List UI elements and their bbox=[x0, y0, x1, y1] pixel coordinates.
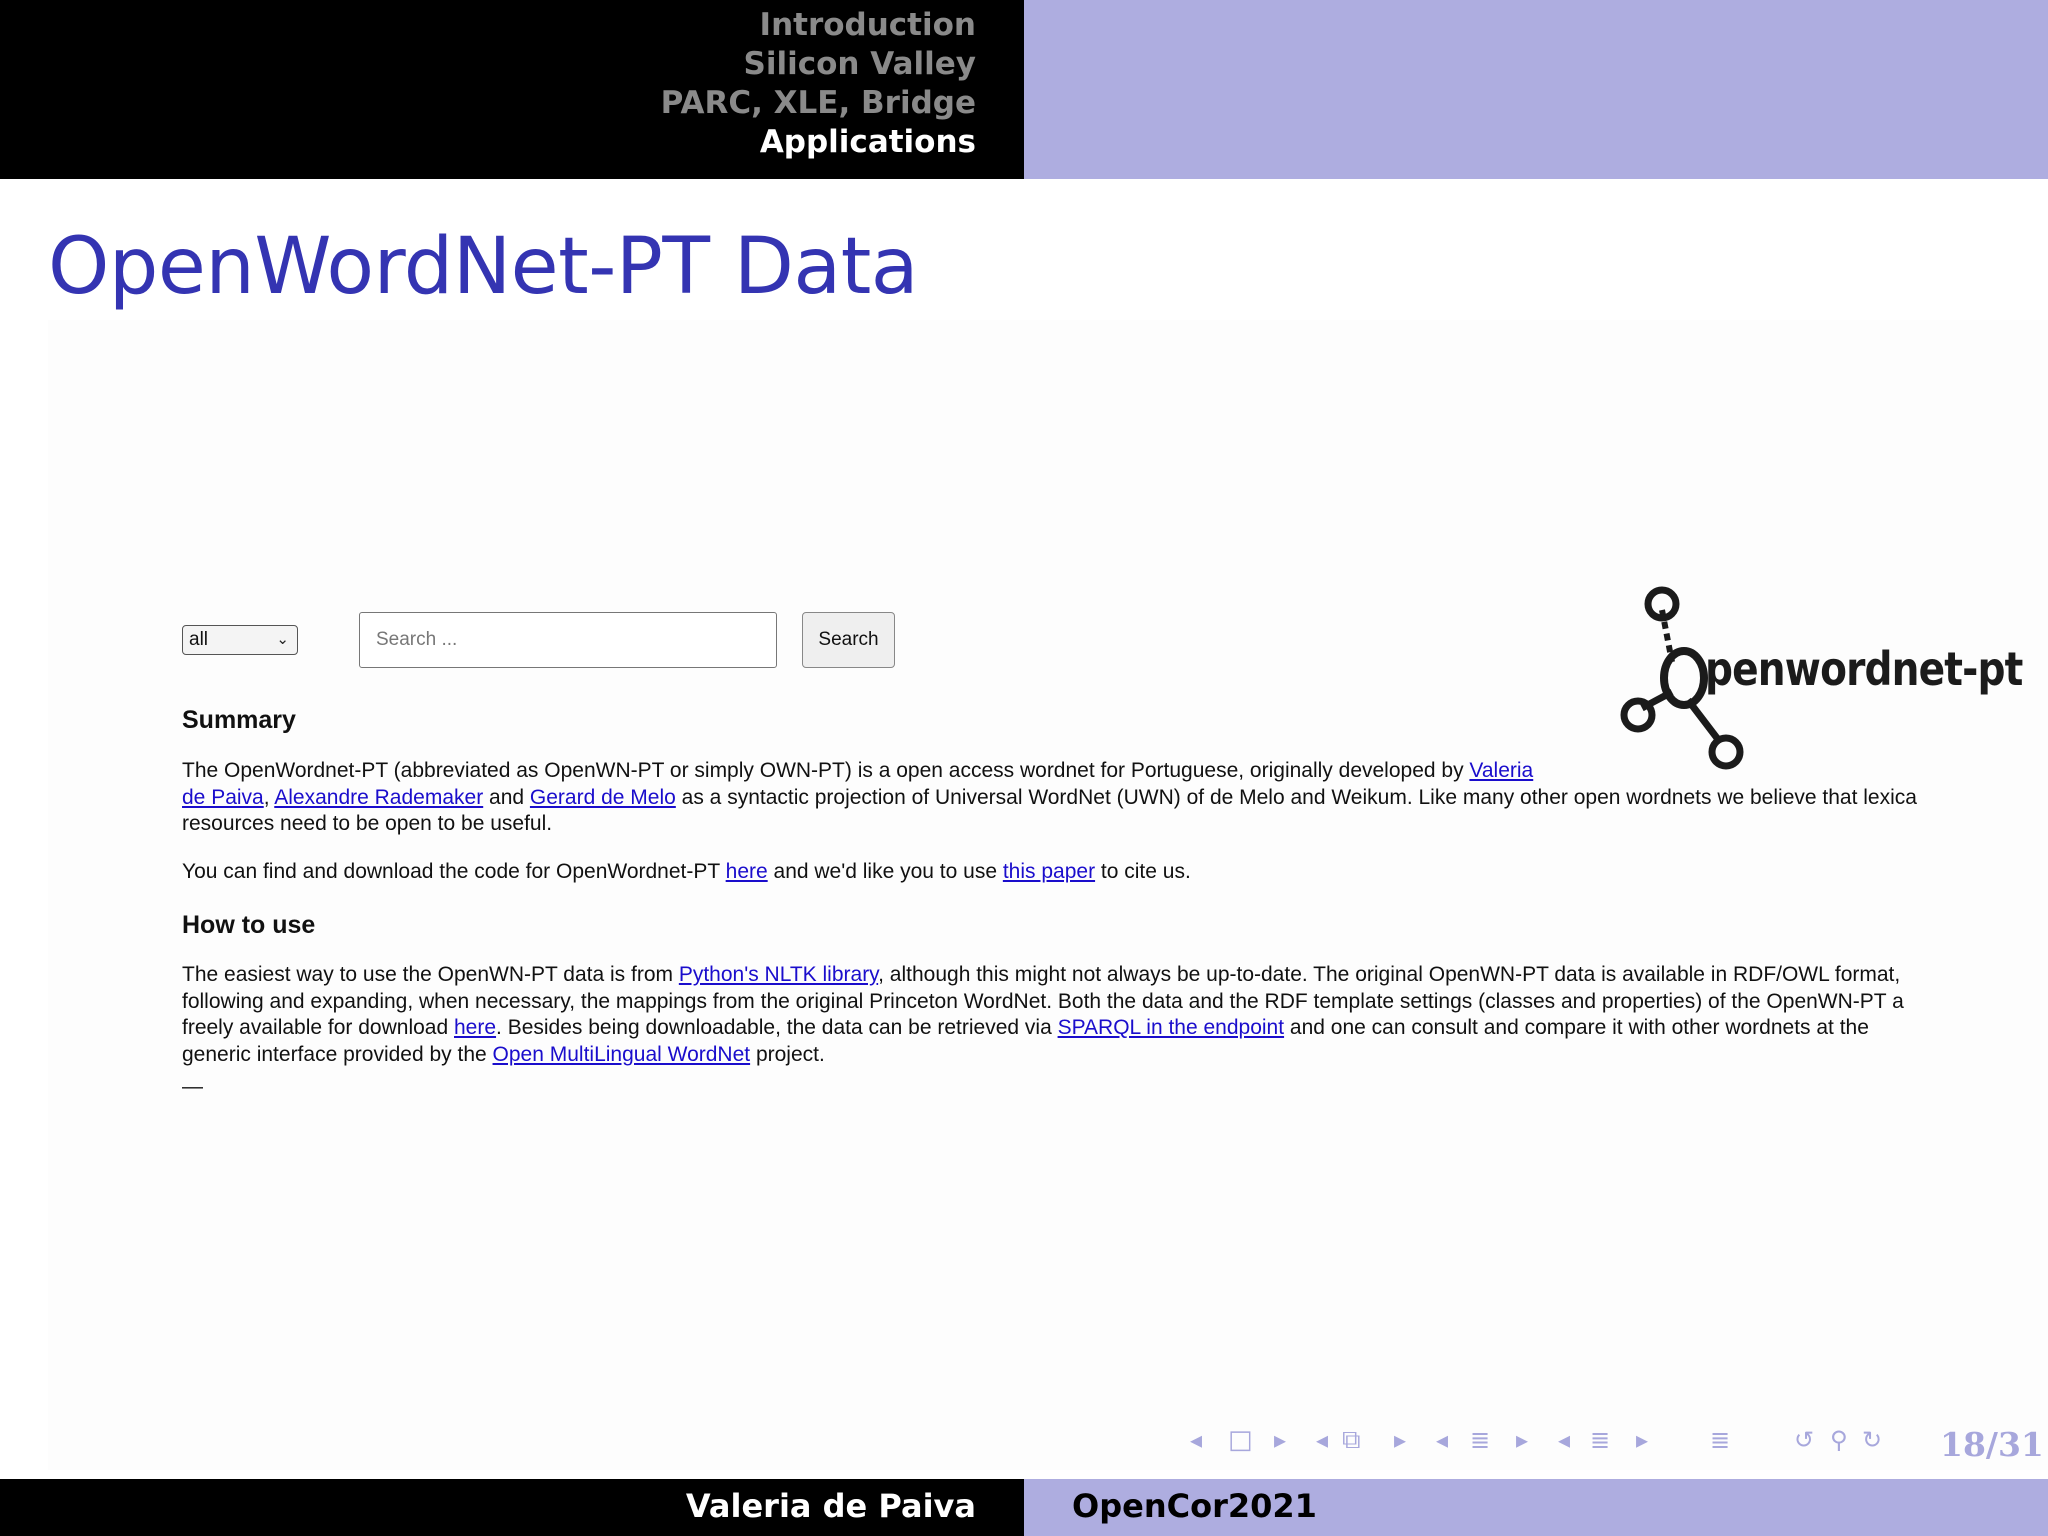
nav-subsection-icon[interactable]: ⧉ bbox=[1342, 1425, 1361, 1455]
slide-title: OpenWordNet-PT Data bbox=[48, 222, 919, 312]
download-text: You can find and download the code for OpenWordnet-PT bbox=[182, 859, 726, 883]
nav-next-frame-icon[interactable]: ▸ bbox=[1274, 1426, 1287, 1454]
nltk-library-link[interactable]: Python's NLTK library bbox=[678, 963, 879, 986]
code-download-link[interactable]: here bbox=[725, 859, 768, 883]
dash-separator: — bbox=[182, 1075, 203, 1098]
nav-prev-section-icon[interactable]: ◂ bbox=[1436, 1426, 1449, 1454]
how-to-text: The easiest way to use the OpenWN-PT data is from bbox=[182, 963, 679, 986]
valeria-link[interactable]: Valeria bbox=[1469, 759, 1534, 782]
how-to-use-heading: How to use bbox=[182, 911, 316, 939]
summary-text: , bbox=[263, 785, 275, 809]
logo-text: penwordnet-pt bbox=[1705, 642, 2023, 696]
nav-toc-icon[interactable]: ≣ bbox=[1710, 1426, 1731, 1454]
footer-event: OpenCor2021 bbox=[1072, 1487, 1317, 1525]
summary-text: The OpenWordnet-PT (abbreviated as OpenWN-PT or simply OWN-PT) is a open access wordnet for Portuguese, originally developed by bbox=[182, 759, 1470, 782]
search-button[interactable]: Search bbox=[802, 612, 895, 668]
section-link-parc-xle-bridge[interactable]: PARC, XLE, Bridge bbox=[660, 85, 976, 121]
nav-prev-subsection-icon[interactable]: ◂ bbox=[1316, 1426, 1329, 1454]
how-to-text: . Besides being downloadable, the data can be retrieved via bbox=[496, 1016, 1058, 1039]
how-to-text: , although this might not always be up-to-date. The original OpenWN-PT data is available in RDF/OWL format, bbox=[878, 963, 1901, 986]
nav-frame-icon[interactable]: □ bbox=[1228, 1425, 1253, 1455]
search-input[interactable] bbox=[359, 612, 777, 668]
section-navigation bbox=[661, 6, 976, 162]
open-multilingual-wordnet-link[interactable]: Open MultiLingual WordNet bbox=[492, 1042, 751, 1066]
scope-select-value: all bbox=[189, 629, 209, 650]
section-link-applications[interactable]: Applications bbox=[759, 124, 976, 160]
summary-heading: Summary bbox=[182, 706, 296, 734]
download-text: and we'd like you to use bbox=[767, 859, 1003, 883]
sparql-endpoint-link[interactable]: SPARQL in the endpoint bbox=[1057, 1016, 1285, 1039]
header-section-nav-panel bbox=[0, 0, 1024, 179]
scope-select[interactable] bbox=[182, 625, 298, 655]
footer-author: Valeria de Paiva bbox=[685, 1487, 976, 1525]
slide-header bbox=[0, 0, 2048, 179]
how-to-text: and one can consult and compare it with other wordnets at the bbox=[1284, 1016, 1869, 1039]
nav-back-icon[interactable]: ↺ bbox=[1794, 1426, 1815, 1454]
nav-search-icon[interactable]: ⚲ bbox=[1830, 1426, 1848, 1454]
summary-text: resources need to be open to be useful. bbox=[182, 812, 553, 835]
nav-forward-icon[interactable]: ↻ bbox=[1862, 1426, 1883, 1454]
nav-next-section-icon[interactable]: ▸ bbox=[1516, 1426, 1529, 1454]
paper-link[interactable]: this paper bbox=[1002, 859, 1096, 883]
how-to-text: project. bbox=[750, 1042, 825, 1066]
section-link-silicon-valley[interactable]: Silicon Valley bbox=[743, 46, 976, 82]
nav-next-part-icon[interactable]: ▸ bbox=[1636, 1426, 1649, 1454]
valeria-link-continued[interactable]: de Paiva bbox=[182, 785, 264, 809]
summary-text: as a syntactic projection of Universal WordNet (UWN) of de Melo and Weikum. Like many other open wordnets we believe that lexica bbox=[675, 785, 1917, 809]
webpage-content bbox=[182, 700, 2002, 1101]
nav-section-icon[interactable]: ≣ bbox=[1470, 1426, 1491, 1454]
summary-paragraph bbox=[182, 758, 2002, 838]
how-to-text: freely available for download bbox=[182, 1016, 454, 1039]
gerard-de-melo-link[interactable]: Gerard de Melo bbox=[529, 785, 676, 809]
summary-text: and bbox=[483, 785, 530, 809]
data-download-link[interactable]: here bbox=[454, 1016, 497, 1039]
beamer-navigation-bar bbox=[1190, 1422, 2048, 1462]
footer-author-panel bbox=[0, 1479, 1024, 1536]
download-paragraph bbox=[182, 859, 2002, 886]
how-to-use-paragraph bbox=[182, 962, 2002, 1068]
how-to-text: following and expanding, when necessary, the mappings from the original Princeton WordNet. Both the data and the RDF template settings (classes and properties) of the OpenWN-PT a bbox=[182, 989, 1904, 1013]
section-link-introduction[interactable]: Introduction bbox=[759, 7, 976, 43]
nav-prev-frame-icon[interactable]: ◂ bbox=[1190, 1426, 1203, 1454]
how-to-text: generic interface provided by the bbox=[182, 1042, 493, 1066]
nav-next-subsection-icon[interactable]: ▸ bbox=[1394, 1426, 1407, 1454]
slide-number: 18/31 bbox=[1940, 1425, 2044, 1464]
alexandre-rademaker-link[interactable]: Alexandre Rademaker bbox=[274, 785, 484, 809]
header-accent-panel bbox=[1024, 0, 2048, 179]
nav-part-icon[interactable]: ≣ bbox=[1590, 1426, 1611, 1454]
nav-prev-part-icon[interactable]: ◂ bbox=[1558, 1426, 1571, 1454]
footer-event-panel bbox=[1024, 1479, 2048, 1536]
download-text: to cite us. bbox=[1095, 859, 1191, 883]
chevron-down-icon: ⌄ bbox=[276, 631, 289, 648]
